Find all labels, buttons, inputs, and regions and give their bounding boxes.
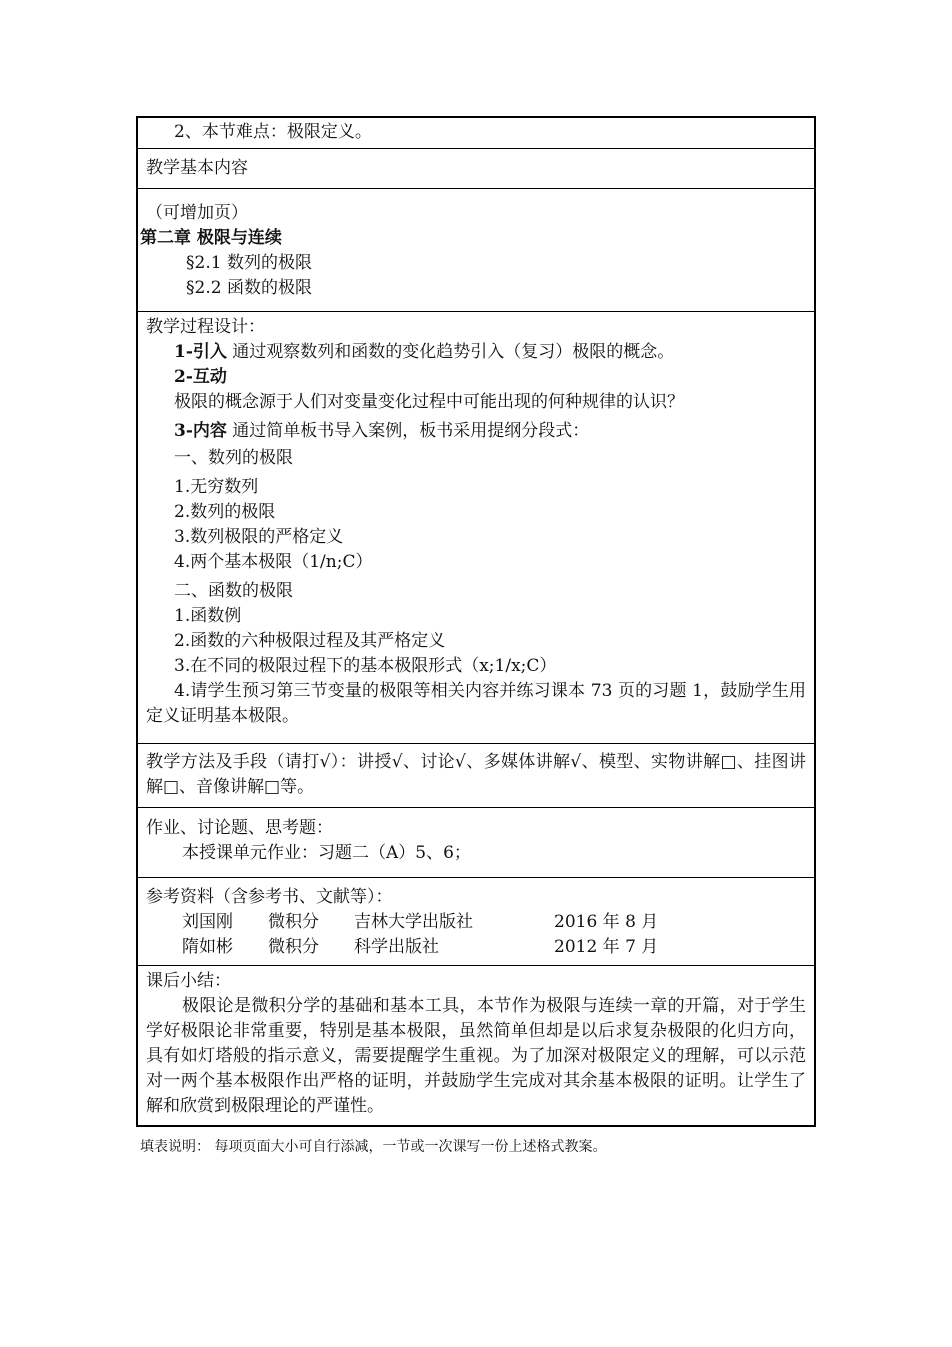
homework-header: 作业、讨论题、思考题： — [146, 818, 333, 838]
footer-note: 填表说明： 每项页面大小可自行添减，一节或一次课写一份上述格式教案。 — [140, 1139, 607, 1155]
methods-row — [138, 743, 814, 807]
part1-item: 2.数列的极限 — [174, 502, 276, 522]
step1-label: 1-引入 — [174, 342, 227, 362]
part1-item: 3.数列极限的严格定义 — [174, 527, 344, 547]
part2-item: 3.在不同的极限过程下的基本极限形式（x;1/x;C） — [174, 656, 557, 676]
summary-text: 极限论是微积分学的基础和基本工具，本节作为极限与连续一章的开篇，对于学生学好极限论非常重要，特别是基本极限，虽然简单但却是以后求复杂极限的化归方向，具有如灯塔般的指示意义，需要提醒学生重视。为了加深对极限定义的理解，可以示范对一两个基本极限作出严格的证明，并鼓励学生完成对其余基本极限的证明。让学生了解和欣赏到极限理论的严谨性。 — [146, 996, 806, 1116]
step2-text: 极限的概念源于人们对变量变化过程中可能出现的何种规律的认识？ — [174, 392, 684, 412]
part2-item: 1.函数例 — [174, 606, 242, 626]
difficulty-row — [138, 118, 814, 148]
ref-author: 刘国刚 — [182, 912, 233, 932]
summary-row — [138, 965, 814, 1125]
step1 — [146, 340, 806, 365]
homework-row — [138, 807, 814, 877]
ref-date: 2016 年 8 月 — [554, 912, 659, 932]
section-item: §2.1 数列的极限 — [186, 253, 312, 273]
step3-label: 3-内容 — [174, 421, 227, 441]
references-row — [138, 877, 814, 965]
difficulty-text: 2、本节难点：极限定义。 — [174, 122, 372, 142]
homework-text: 本授课单元作业：习题二（A）5、6； — [182, 843, 471, 863]
part1-title: 一、数列的极限 — [174, 448, 293, 468]
add-pages-note: （可增加页） — [146, 203, 248, 223]
lesson-plan-table — [136, 116, 816, 1127]
reference-item — [146, 910, 806, 935]
summary-header: 课后小结： — [146, 971, 231, 991]
part2-title: 二、函数的极限 — [174, 581, 293, 601]
ref-publisher: 吉林大学出版社 — [354, 912, 473, 932]
step3 — [146, 419, 806, 444]
ref-title: 微积分 — [268, 912, 319, 932]
chapter-title: 第二章 极限与连续 — [140, 228, 282, 248]
step3-text: 通过简单板书导入案例，板书采用提纲分段式： — [226, 421, 590, 441]
part1-item: 1.无穷数列 — [174, 477, 259, 497]
ref-title: 微积分 — [268, 937, 319, 957]
part1-item: 4.两个基本极限（1/n;C） — [174, 552, 373, 572]
part2-item-4: 4.请学生预习第三节变量的极限等相关内容并练习课本 73 页的习题 1，鼓励学生用定义证明基本极限。 — [146, 681, 806, 726]
section-item: §2.2 函数的极限 — [186, 278, 312, 298]
basic-content-row — [138, 188, 814, 311]
references-header: 参考资料（含参考书、文献等）： — [146, 887, 393, 907]
methods-text: 教学方法及手段（请打√）：讲授√、讨论√、多媒体讲解√、模型、实物讲解□、挂图讲解□、音像讲解□等。 — [146, 752, 806, 797]
teaching-process-row — [138, 311, 814, 743]
step2-label: 2-互动 — [174, 367, 227, 387]
part2-item: 2.函数的六种极限过程及其严格定义 — [174, 631, 446, 651]
ref-publisher: 科学出版社 — [354, 937, 439, 957]
step1-text: 通过观察数列和函数的变化趋势引入（复习）极限的概念。 — [226, 342, 675, 362]
ref-date: 2012 年 7 月 — [554, 937, 659, 957]
process-header: 教学过程设计： — [146, 317, 265, 337]
reference-item — [146, 935, 806, 960]
basic-content-header-row — [138, 148, 814, 188]
basic-content-header: 教学基本内容 — [146, 158, 248, 178]
ref-author: 隋如彬 — [182, 937, 233, 957]
